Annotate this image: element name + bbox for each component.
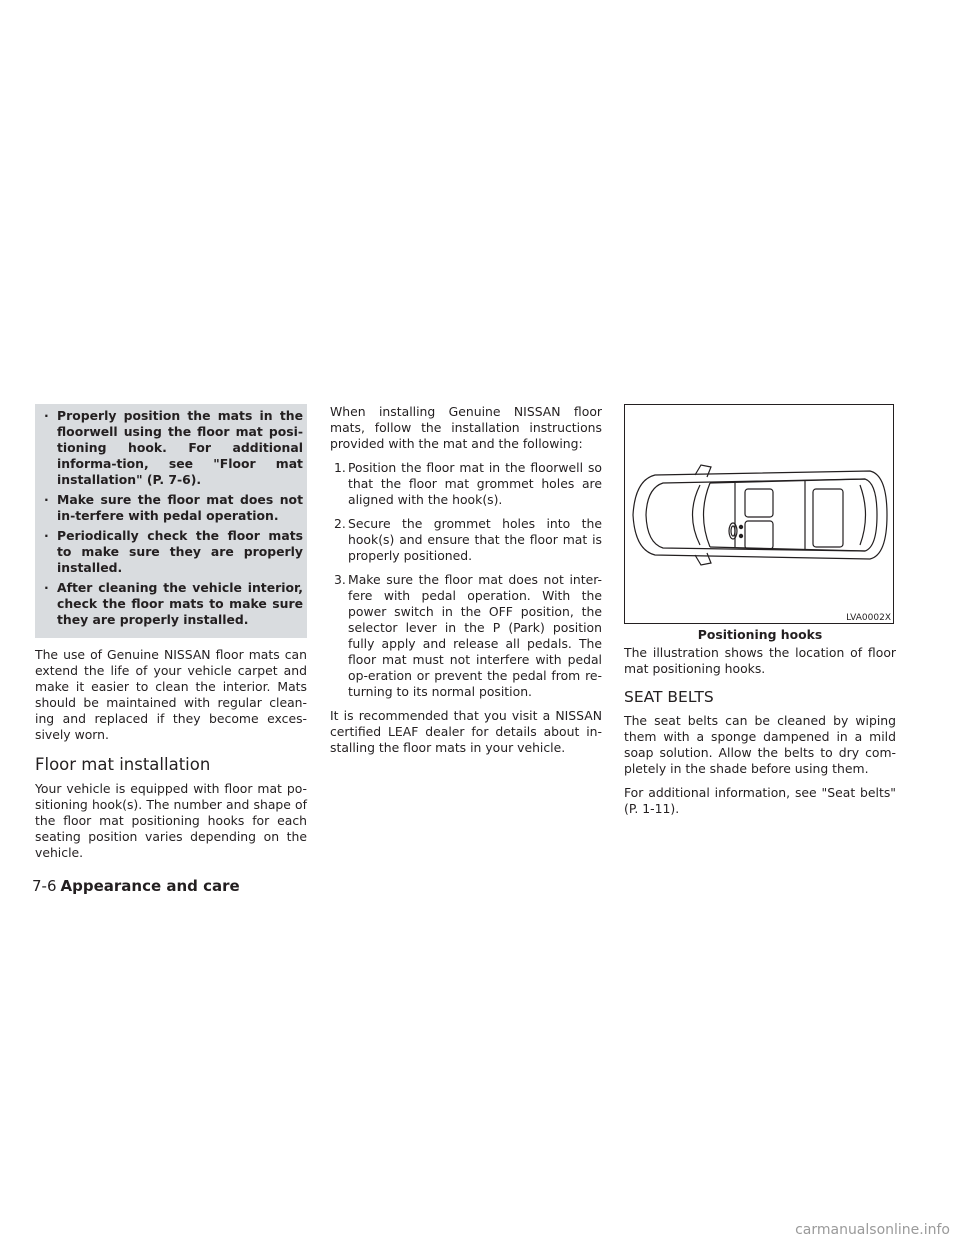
warning-bullet xyxy=(39,528,303,576)
step-number: 3. xyxy=(334,572,346,587)
bullet-dot: · xyxy=(44,580,49,595)
column-left xyxy=(35,404,307,869)
warning-bullet-text: Properly position the mats in the floorwell using the floor mat posi-tioning hook. For additional informa-tion, see "Floor mat installation" (P. 7-6). xyxy=(57,408,303,487)
figure-paragraph: The illustration shows the location of floor mat positioning hooks. xyxy=(624,645,896,676)
positioning-hooks-figure xyxy=(624,404,894,624)
step-item xyxy=(330,460,602,508)
page-number: 7-6 xyxy=(32,877,57,895)
warning-bullet-text: After cleaning the vehicle interior, check the floor mats to make sure they are properly installed. xyxy=(57,580,303,627)
chapter-title: Appearance and care xyxy=(60,877,240,895)
warning-bullet xyxy=(39,408,303,488)
step-number: 1. xyxy=(334,460,346,475)
step-item xyxy=(330,572,602,700)
seat-belts-heading: SEAT BELTS xyxy=(624,688,714,706)
column-middle xyxy=(330,404,602,764)
bullet-dot: · xyxy=(44,492,49,507)
vehicle-top-view-illustration xyxy=(625,405,893,623)
watermark: carmanualsonline.info xyxy=(795,1222,950,1238)
step-number: 2. xyxy=(334,516,346,531)
figure-caption: Positioning hooks xyxy=(697,627,823,642)
figure-code: LVA0002X xyxy=(846,613,891,623)
seat-belts-reference: For additional information, see "Seat belts" (P. 1-11). xyxy=(624,785,896,816)
column-right xyxy=(624,404,896,825)
page-footer xyxy=(32,876,240,896)
step-text: Secure the grommet holes into the hook(s) and ensure that the floor mat is properly positioned. xyxy=(348,516,602,563)
dealer-paragraph: It is recommended that you visit a NISSAN certified LEAF dealer for details about in-stalling the floor mats in your vehicle. xyxy=(330,708,602,755)
bullet-dot: · xyxy=(44,408,49,423)
warning-bullet xyxy=(39,580,303,628)
step-text: Make sure the floor mat does not inter-fere with pedal operation. With the power switch in the OFF position, the selector lever in the P (Park) position fully apply and release all pedals. The floor mat must not interfere with pedal op-eration or prevent the pedal from re-turning to its normal position. xyxy=(348,572,602,699)
installation-steps xyxy=(330,460,602,700)
step-text: Position the floor mat in the floorwell so that the floor mat grommet holes are aligned with the hook(s). xyxy=(348,460,602,507)
bullet-dot: · xyxy=(44,528,49,543)
seat-belts-paragraph: The seat belts can be cleaned by wiping them with a sponge dampened in a mild soap solution. Allow the belts to dry com-pletely in the shade before using them. xyxy=(624,713,896,776)
warning-box xyxy=(35,404,307,638)
warning-bullet xyxy=(39,492,303,524)
warning-bullet-text: Periodically check the floor mats to make sure they are properly installed. xyxy=(57,528,303,575)
installing-paragraph: When installing Genuine NISSAN floor mats, follow the installation instructions provided with the mat and the following: xyxy=(330,404,602,451)
floor-mat-paragraph: Your vehicle is equipped with floor mat po-sitioning hook(s). The number and shape of the floor mat positioning hooks for each seating position varies depending on the vehicle. xyxy=(35,781,307,860)
step-item xyxy=(330,516,602,564)
warning-bullet-text: Make sure the floor mat does not in-terfere with pedal operation. xyxy=(57,492,303,523)
intro-paragraph: The use of Genuine NISSAN floor mats can extend the life of your vehicle carpet and make it easier to clean the interior. Mats should be maintained with regular clean-ing and replaced if they become exces-sively worn. xyxy=(35,647,307,742)
floor-mat-installation-heading: Floor mat installation xyxy=(35,755,211,774)
